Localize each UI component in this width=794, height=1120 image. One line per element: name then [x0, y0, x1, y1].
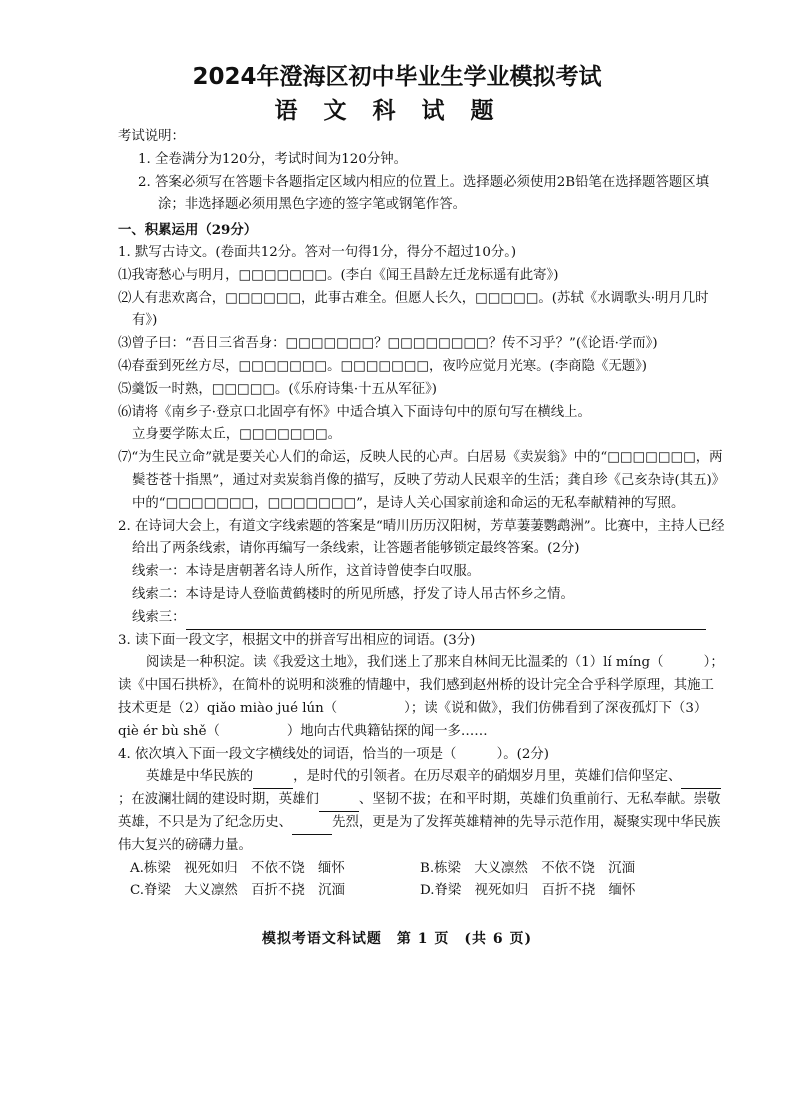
question-2-clue-3: [118, 607, 726, 630]
question-1-item-5: ⑸羹饭一时熟，□□□□□。(《乐府诗集·十五从军征》): [118, 381, 437, 397]
question-1-item-1: ⑴我寄愁心与明月，□□□□□□□。(李白《闻王昌龄左迁龙标遥有此寄》): [118, 267, 559, 283]
blank-4[interactable]: [292, 820, 332, 835]
question-4-options: [118, 858, 726, 904]
question-2-clue-1: 线索一：本诗是唐朝著名诗人所作，这首诗曾使李白叹服。: [132, 564, 481, 580]
exam-body: [118, 126, 726, 903]
option-c[interactable]: C.脊梁 大义凛然 百折不挠 沉湎: [130, 883, 345, 899]
instruction-item-2: 2. 答案必须写在答题卡各题指定区域内相应的位置上。选择题必须使用2B铅笔在选择题答题区填涂；非选择题必须用黑色字迹的签字笔或钢笔作答。: [138, 174, 710, 213]
exam-title: 2024年澄海区初中毕业生学业模拟考试: [192, 64, 602, 90]
clue-3-answer-line[interactable]: [186, 613, 706, 630]
blank-1[interactable]: [253, 774, 293, 789]
option-a[interactable]: A.栋梁 视死如归 不依不饶 缅怀: [130, 860, 345, 876]
question-1-item-2: ⑵人有悲欢离合，□□□□□□，此事古难全。但愿人长久，□□□□□。(苏轼《水调歌头·明月几时有》): [118, 290, 709, 329]
question-2-stem: 2. 在诗词大会上，有道文字线索题的答案是“晴川历历汉阳树，芳草萋萋鹦鹉洲”。比赛中，主持人已经给出了两条线索，请你再编写一条线索，让答题者能够锁定最终答案。(2分): [118, 518, 725, 557]
page-footer: 模拟考语文科试题 第 1 页 (共 6 页): [261, 931, 533, 947]
question-1-item-3: ⑶曾子曰：“吾日三省吾身：□□□□□□□？□□□□□□□□？传不习乎？”(《论语·学而》): [118, 336, 658, 352]
instruction-item-1: 1. 全卷满分为120分，考试时间为120分钟。: [138, 151, 408, 167]
question-1-item-4: ⑷春蚕到死丝方尽，□□□□□□□。□□□□□□□，夜吟应觉月光寒。(李商隐《无题》): [118, 358, 648, 374]
question-2-clue-2: 线索二：本诗是诗人登临黄鹤楼时的所见所感，抒发了诗人吊古怀乡之情。: [132, 586, 574, 602]
instructions-label: 考试说明：: [118, 129, 185, 144]
question-3-stem: 3. 读下面一段文字，根据文中的拼音写出相应的词语。(3分): [118, 632, 476, 648]
question-1-item-6: ⑹请将《南乡子·登京口北固亭有怀》中适合填入下面诗句中的原句写在横线上。: [118, 404, 591, 420]
blank-2[interactable]: [681, 774, 721, 789]
section-heading: 一、积累运用（29分）: [118, 222, 258, 239]
question-1-item-7: ⑺“为生民立命”就是要关心人们的命运，反映人民的心声。白居易《卖炭翁》中的“□□□□□□□，两鬓苍苍十指黑”，通过对卖炭翁肖像的描写，反映了劳动人民艰辛的生活；龚自珍《己亥杂诗(其五)》中的“□□□□□□□，□□□□□□□”，是诗人关心国家前途和命运的无私奉献精神的写照。: [118, 450, 726, 511]
question-4-passage: 英雄是中华民族的 ，是时代的引领者。在历尽艰辛的硝烟岁月里，英雄们信仰坚定、；在波澜壮阔的建设时期，英雄们 、坚韧不拔；在和平时期，英雄们负重前行、无私奉献。崇敬英雄，不只是为了纪念历史、 先烈，更是为了发挥英雄精神的先导示范作用，凝聚实现中华民族伟大复兴的磅礴力量。: [118, 769, 721, 853]
blank-3[interactable]: [319, 797, 359, 812]
question-1-item-6-line: 立身要学陈太丘，□□□□□□□。: [132, 427, 342, 443]
question-3-passage: 阅读是一种积淀。读《我爱这土地》，我们迷上了那来自林间无比温柔的（1）lí míng（ ）；读《中国石拱桥》，在简朴的说明和淡雅的情趣中，我们感到赵州桥的设计完全合乎科学原理，其施工技术更是（2）qiǎo miào jué lún（ ）；读《说和做》，我们仿佛看到了深夜孤灯下（3）qiè ér bù shě（ ）地向古代典籍钻探的闻一多……: [118, 655, 724, 739]
clue-3-label: 线索三：: [132, 609, 186, 625]
question-1-stem: 1. 默写古诗文。(卷面共12分。答对一句得1分，得分不超过10分。): [118, 244, 517, 260]
option-b[interactable]: B.栋梁 大义凛然 不依不饶 沉湎: [420, 860, 635, 876]
exam-subtitle: 语文科试题: [274, 98, 520, 124]
option-d[interactable]: D.脊梁 视死如归 百折不挠 缅怀: [420, 883, 636, 899]
question-4-stem: 4. 依次填入下面一段文字横线处的词语，恰当的一项是（ ）。(2分): [118, 746, 550, 762]
